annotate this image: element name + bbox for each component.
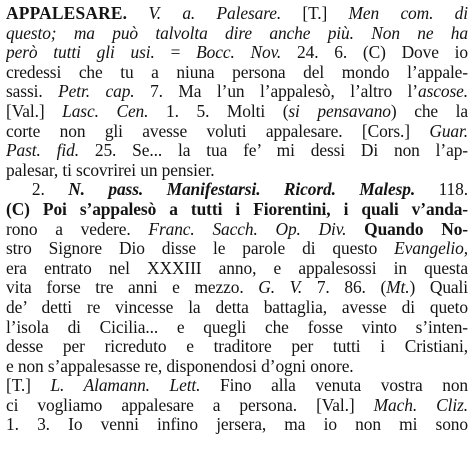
text-segment: = [154, 43, 197, 63]
text-segment: Men com. di [348, 4, 468, 23]
text-line [6, 220, 468, 240]
text-segment: però tutti gli usi. [6, 43, 155, 63]
text-segment: de’ detti re vincesse la detta battaglia, avesse di queto [6, 297, 468, 317]
text-segment: ci vogliamo appalesare a persona. [Val.] [6, 395, 374, 415]
text-line [6, 357, 468, 377]
text-segment: Franc. Sacch. Op. Div. [148, 219, 347, 239]
text-segment: Lasc. Cen. [62, 101, 149, 121]
text-line [6, 337, 468, 357]
text-line [6, 4, 468, 24]
text-line [6, 239, 468, 259]
text-segment: questo; ma può talvolta dire anche più. Non ne ha [6, 23, 468, 43]
text-segment: Mt. [386, 278, 410, 298]
text-segment: palesar, ti scovrirei un pensier. [6, 160, 215, 180]
text-line [6, 24, 468, 44]
text-segment: [T.] [6, 376, 51, 396]
text-segment: Quando No- [346, 219, 468, 239]
text-line [6, 396, 468, 416]
text-line [6, 82, 468, 102]
text-line [6, 102, 468, 122]
text-segment: Guar. [429, 121, 468, 141]
text-segment [127, 4, 148, 23]
text-segment: 1. 5. Molti ( [148, 101, 289, 121]
text-segment: ascose. [417, 82, 468, 102]
text-line [6, 63, 468, 83]
text-segment: vita forse tre anni e mezzo. [6, 278, 259, 298]
text-segment: ) che la [390, 101, 468, 121]
text-line [6, 43, 468, 63]
dictionary-entry [6, 4, 468, 435]
text-line [6, 298, 468, 318]
text-segment: V. a. Palesare. [148, 4, 282, 23]
headword: APPALESARE. [6, 4, 128, 23]
text-segment: Evangelio, [394, 239, 468, 259]
text-segment: e non s’appalesasse re, disponendosi d’ogni onore. [6, 356, 354, 376]
text-segment: sassi. [6, 82, 59, 102]
text-segment: L. Alamann. Lett. [50, 376, 201, 396]
text-line [6, 259, 468, 279]
text-segment: N. pass. Manifestarsi. Ricord. Malesp. [68, 180, 416, 200]
text-line [6, 318, 468, 338]
text-segment: Past. fid. [6, 141, 79, 161]
text-segment: 25. Se... la tua fe’ mi dessi Di non l’ap- [78, 141, 468, 161]
text-segment: corte non gli avesse voluti appalesare. [Cors.] [6, 121, 430, 141]
text-line [6, 415, 468, 435]
text-segment: G. V. [258, 278, 303, 298]
text-segment: 24. 6. (C) Dove io [281, 43, 468, 63]
text-line [6, 180, 468, 200]
text-segment: [Val.] [6, 101, 63, 121]
text-line [6, 161, 468, 181]
text-segment: 7. Ma l’un l’appalesò, l’altro l’ [134, 82, 418, 102]
text-segment: si pensavano [288, 101, 391, 121]
text-segment: rono a vedere. [6, 219, 149, 239]
text-segment: 1. 3. Io venni infino jersera, ma io non mi sono [6, 415, 468, 435]
text-segment: Petr. cap. [58, 82, 135, 102]
text-segment: Mach. Cliz. [373, 395, 468, 415]
text-line [6, 376, 468, 396]
text-segment: credessi che tu a niuna persona del mondo l’appale- [6, 62, 468, 82]
text-segment: Bocc. Nov. [196, 43, 282, 63]
text-segment: stro Signore Dio disse le parole di questo [6, 239, 395, 259]
text-segment: 2. [6, 180, 69, 200]
text-segment: desse per ricreduto e traditore per tutti i Cristiani, [6, 337, 468, 357]
text-segment: Fino alla venuta vostra non [200, 376, 468, 396]
text-line [6, 200, 468, 220]
text-segment: 118. [415, 180, 468, 200]
text-segment: era entrato nel XXXIII anno, e appalesossi in questa [6, 258, 468, 278]
text-line [6, 141, 468, 161]
text-segment: [T.] [281, 4, 349, 23]
text-segment: 7. 86. ( [302, 278, 387, 298]
text-segment: ) Quali [409, 278, 468, 298]
text-segment: l’isola di Cicilia... e quegli che fosse vinto s’inten- [6, 317, 468, 337]
text-line [6, 278, 468, 298]
text-segment: (C) Poi s’appalesò a tutti i Fiorentini, i quali v’anda- [6, 199, 468, 219]
text-line [6, 122, 468, 142]
